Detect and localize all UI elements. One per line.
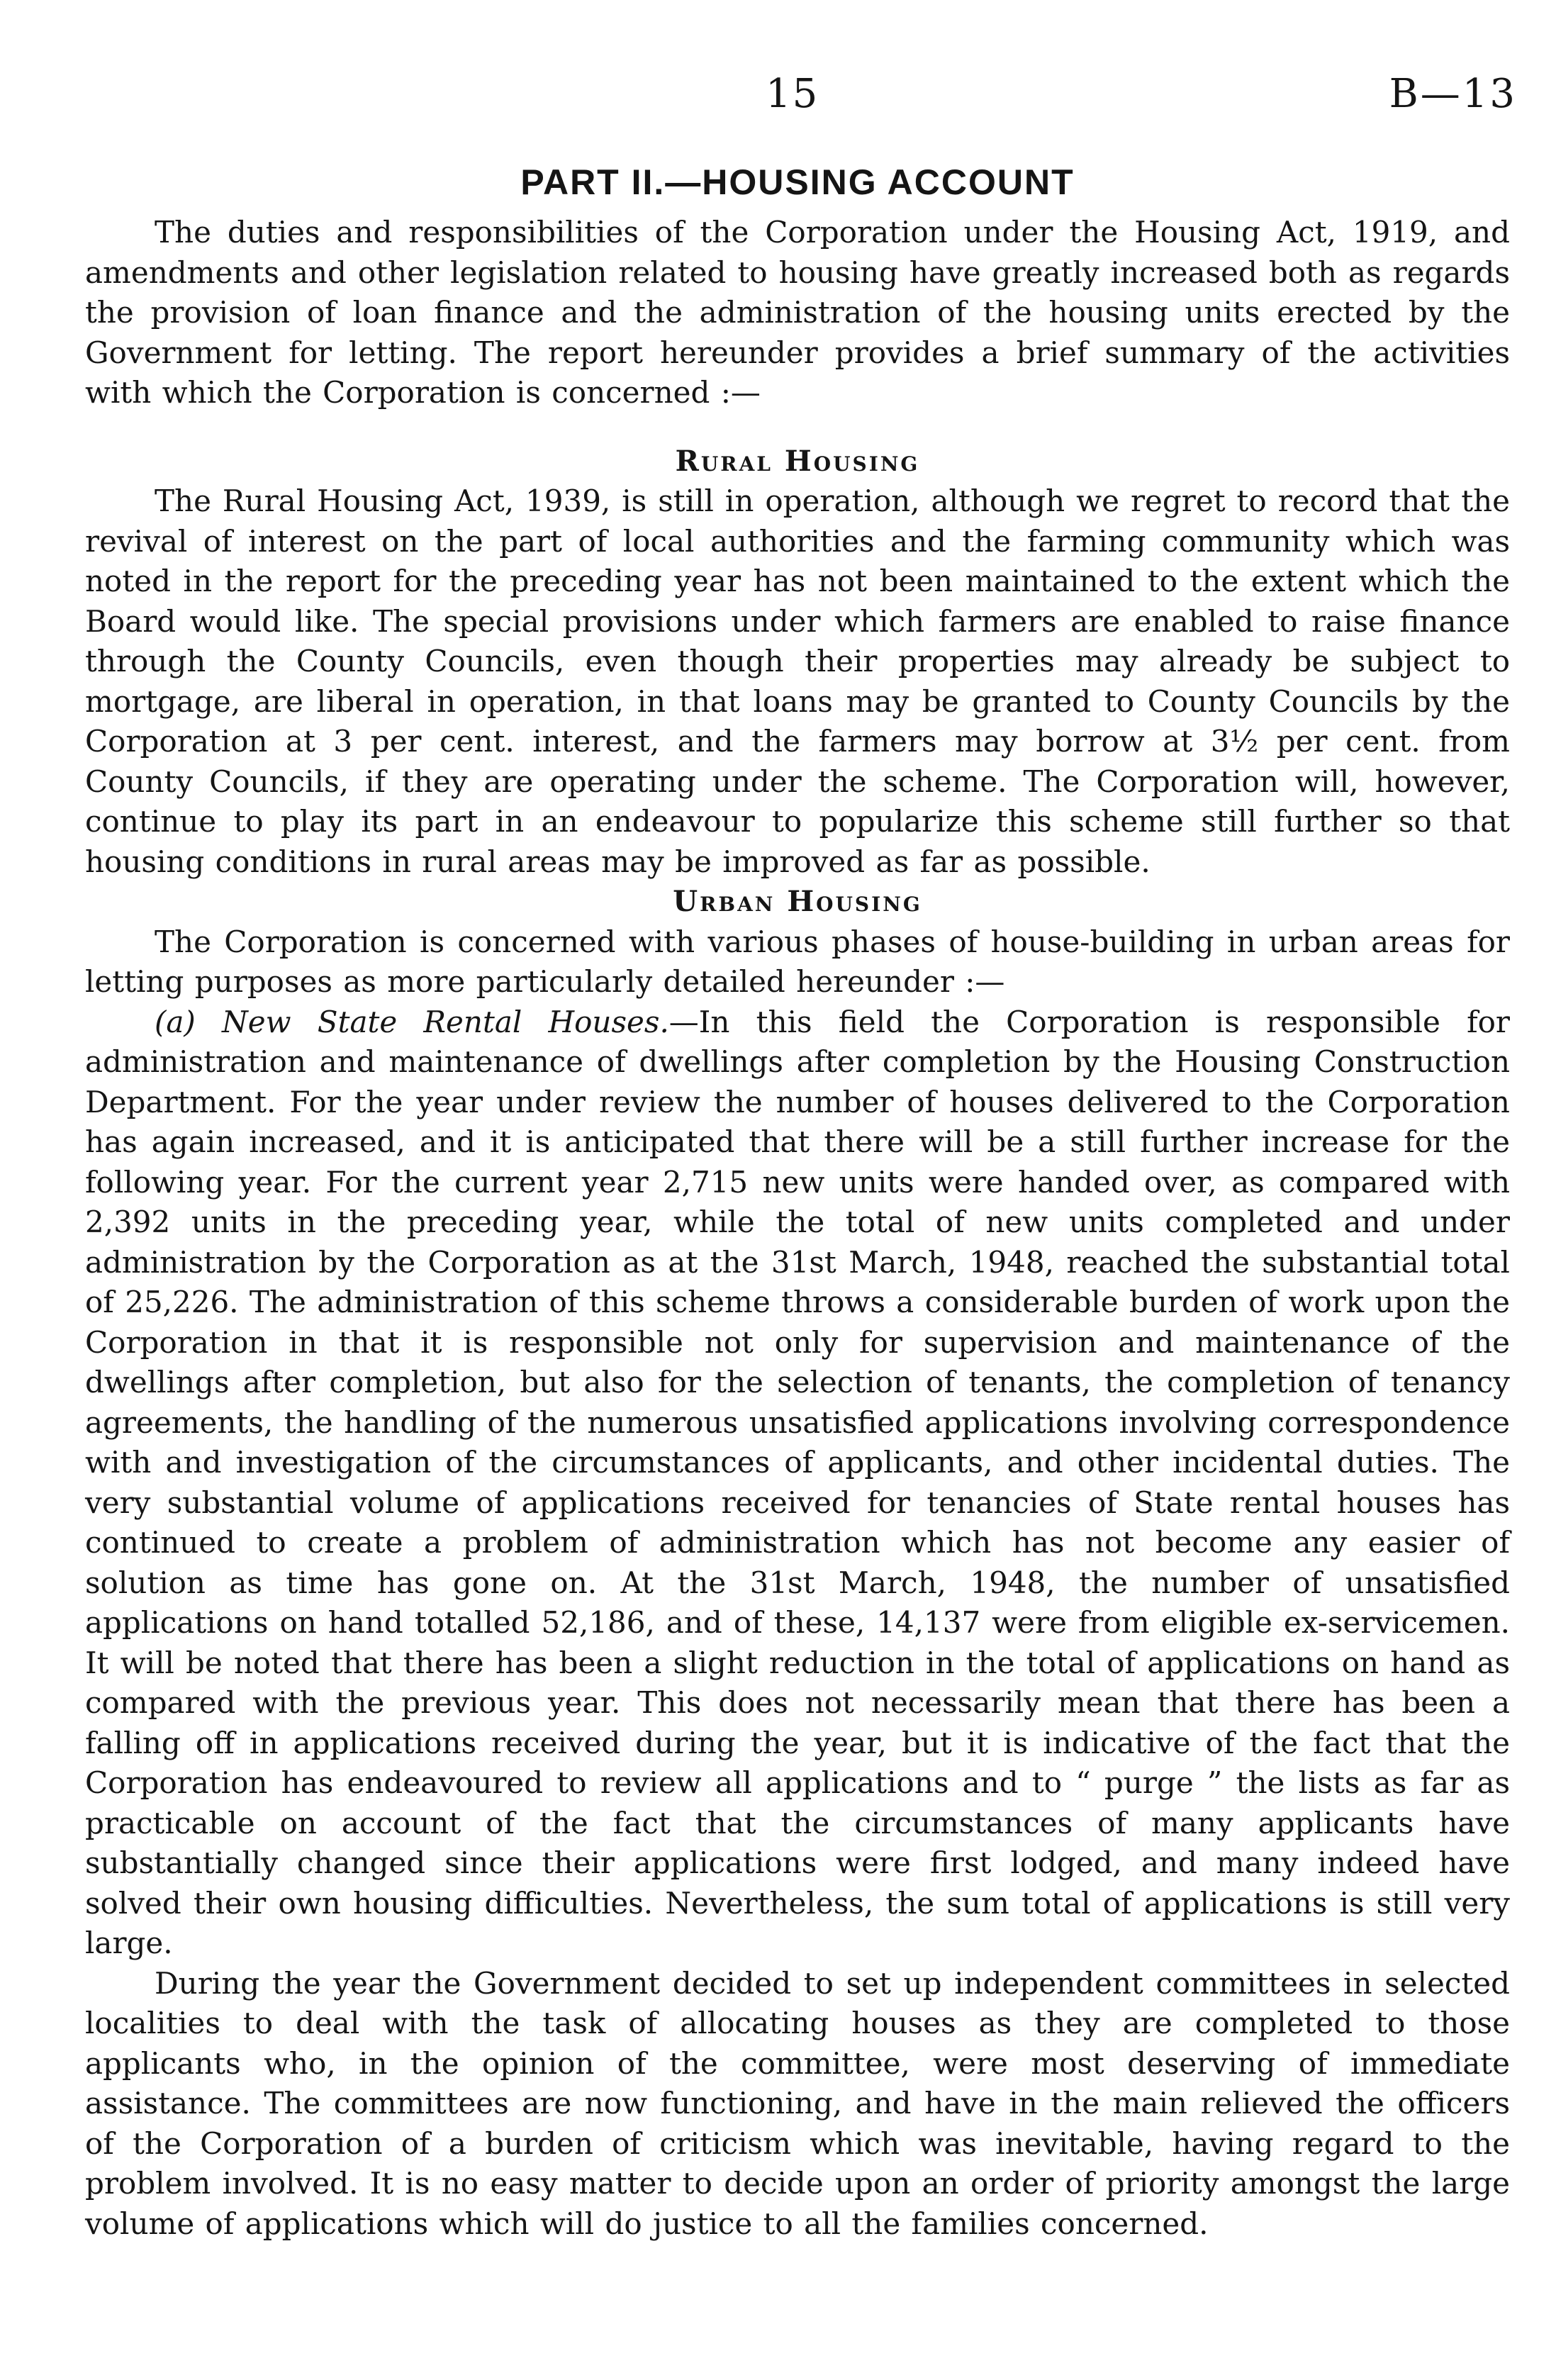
document-code: B—13: [1389, 71, 1517, 117]
item-title: New State Rental Houses.: [222, 1004, 669, 1039]
document-page: [85, 0, 1517, 2380]
item-label: (a): [155, 1004, 196, 1039]
urban-housing-heading: Urban Housing: [673, 885, 922, 918]
committees-paragraph: During the year the Government decided to set up independent committees in selected localities to deal with the task of allocating houses as they are completed to those applicants who, in the opinion of the committee, were most deserving of immediate assistance. The committees are now functioning, and have in the main relieved the officers of the Corporation of a burden of criticism which was inevitable, having regard to the problem involved. It is no easy matter to decide upon an order of priority amongst the large volume of applications which will do justice to all the families concerned.: [85, 1965, 1510, 2241]
intro-paragraph: The duties and responsibilities of the Corporation under the Housing Act, 1919, and amendments and other legislation related to housing have greatly increased both as regards the provision of loan finance and the administration of the housing units erected by the Government for letting. The report hereunder provides a brief summary of the activities with which the Corporation is concerned :—: [85, 215, 1510, 410]
rural-housing-paragraph: The Rural Housing Act, 1939, is still in operation, although we regret to record that the revival of interest on the part of local authorities and the farming community which was noted in the report for the preceding year has not been maintained to the extent which the Board would like. The special provisions under which farmers are enabled to raise finance through the County Councils, even though their properties may already be subject to mortgage, are liberal in operation, in that loans may be granted to County Councils by the Corporation at 3 per cent. interest, and the farmers may borrow at 3½ per cent. from County Councils, if they are operating under the scheme. The Corporation will, however, continue to play its part in an endeavour to popularize this scheme still further so that housing conditions in rural areas may be improved as far as possible.: [85, 484, 1510, 879]
item-text: —In this field the Corporation is responsible for administration and maintenance of dwellings after completion by the Housing Construction Department. For the year under review the number of houses delivered to the Corporation has again increased, and it is anticipated that there will be a still further increase for the following year. For the current year 2,715 new units were handed over, as compared with 2,392 units in the preceding year, while the total of new units completed and under administration by the Corporation as at the 31st March, 1948, reached the substantial total of 25,226. The administration of this scheme throws a considerable burden of work upon the Corporation in that it is responsible not only for supervision and maintenance of the dwellings after completion, but also for the selection of tenants, the completion of tenancy agreements, the handling of the numerous unsatisfied applications involving correspondence with and investigation of the circumstances of applicants, and other incidental duties. The very substantial volume of applications received for tenancies of State rental houses has continued to create a problem of administration which has not become any easier of solution as time has gone on. At the 31st March, 1948, the number of unsatisfied applications on hand totalled 52,186, and of these, 14,137 were from eligible ex-servicemen. It will be noted that there has been a slight reduction in the total of applications on hand as compared with the previous year. This does not necessarily mean that there has been a falling off in applications received during the year, but it is indicative of the fact that the Corporation has endeavoured to review all applications and to “ purge ” the lists as far as practicable on account of the fact that the circumstances of many applicants have substantially changed since their applications were first lodged, and many indeed have solved their own housing difficulties. Nevertheless, the sum total of applications is still very large.: [85, 1004, 1510, 1960]
part-title: PART II.—HOUSING ACCOUNT: [520, 162, 1075, 202]
body-text: [85, 213, 1510, 2244]
page-number: 15: [766, 71, 819, 117]
urban-housing-intro: The Corporation is concerned with various phases of house-building in urban areas for letting purposes as more particularly detailed hereunder :—: [85, 924, 1510, 999]
rural-housing-heading: Rural Housing: [675, 444, 920, 478]
new-state-rental-houses-paragraph: [85, 1002, 1510, 1964]
